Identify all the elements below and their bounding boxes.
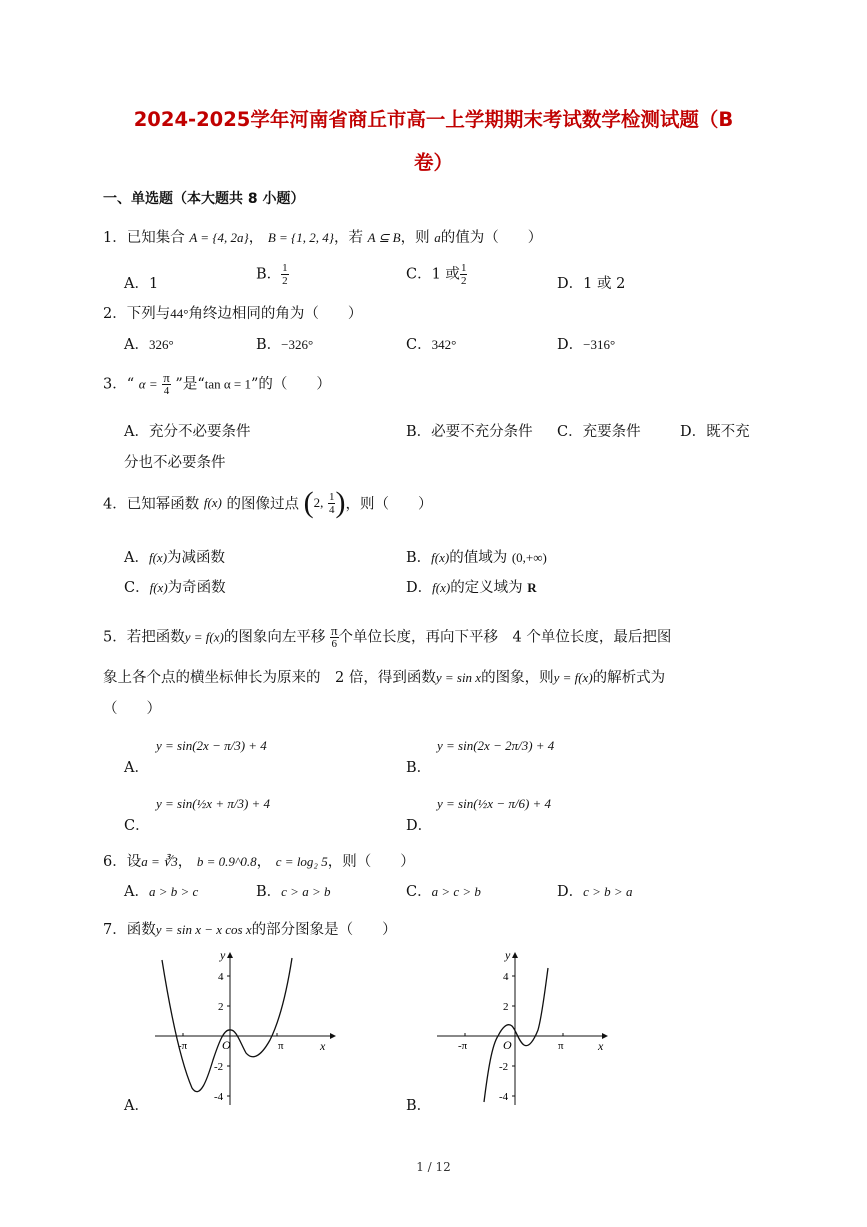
q2-option-b: B．−326° [256, 337, 314, 353]
y-arrow-icon [227, 952, 233, 958]
fraction: $\frac{\pi}{4}$ [163, 370, 170, 397]
q1-option-b: B． $\frac{1}{2}$ [256, 262, 288, 287]
curve-a [162, 958, 292, 1092]
question-2-stem: 2．下列与44°角终边相同的角为（ ） [103, 306, 363, 322]
section-heading: 一、单选题（本大题共 8 小题） [103, 191, 305, 207]
q4-option-a: A．f(x)为减函数 [124, 550, 226, 566]
question-4-stem: 4．已知幂函数 f(x) 的图像过点 (2, $\frac{1}{4}$ )，则（ ） [103, 486, 433, 519]
q7-option-b: B． [406, 1098, 432, 1114]
tick-pi: π [278, 1040, 284, 1052]
question-5-line2: 象上各个点的横坐标伸长为原来的 2 倍，得到函数y = sin x的图象，则y = f(x)的解析式为 [103, 670, 666, 686]
x-label: x [598, 1039, 604, 1053]
tick-m4: -4 [499, 1091, 509, 1103]
q3-option-d-cont: 分也不必要条件 [124, 455, 226, 471]
graph-b [432, 950, 622, 1110]
tick-neg-pi: -π [458, 1040, 468, 1052]
tick-m4: -4 [214, 1091, 224, 1103]
stem-text: 的值为（ ） [440, 230, 543, 246]
q2-option-a: A．326° [124, 337, 174, 353]
q4-option-c: C．f(x)为奇函数 [124, 580, 226, 596]
q4-option-b: B．f(x)的值域为 (0,+∞) [406, 550, 547, 566]
tick-4: 4 [503, 971, 509, 983]
stem-text: ，则 [400, 230, 430, 246]
variable: a [434, 230, 441, 245]
tick-neg-pi: -π [178, 1040, 188, 1052]
q3-option-a: A．充分不必要条件 [124, 424, 251, 440]
q2-option-d: D．−316° [557, 337, 616, 353]
tick-m2: -2 [499, 1061, 509, 1073]
curve-b [484, 968, 548, 1102]
tick-2: 2 [503, 1001, 509, 1013]
question-6-stem: 6．设a = ∛3， b = 0.9^0.8， c = log₂ 5，则（ ） [103, 854, 415, 870]
q2-option-c: C．342° [406, 337, 457, 353]
set-a: A = {4, 2a} [189, 230, 249, 245]
origin-label: O [222, 1038, 231, 1052]
y-arrow-icon [512, 952, 518, 958]
tan-expr: tan α = 1 [204, 376, 252, 392]
stem-text: ， [248, 230, 264, 246]
question-5-line3: （ ） [103, 701, 161, 717]
set-b: B = {1, 2, 4} [267, 230, 334, 245]
q1-option-c: C．1 或 $\frac{1}{2}$ [406, 262, 467, 287]
q3-option-d: D．既不充 [680, 424, 750, 440]
tick-pi: π [558, 1040, 564, 1052]
q6-option-d: D．c > b > a [557, 884, 633, 900]
y-label: y [220, 950, 226, 962]
q5-option-c-label: C． [124, 818, 150, 834]
q3-option-b: B．必要不充分条件 [406, 424, 533, 440]
q5-option-d: y = sin(½x − π/6) + 4 [437, 796, 552, 811]
q5-option-c: y = sin(½x + π/3) + 4 [156, 796, 271, 811]
fraction: $\frac{\pi}{6}$ [330, 623, 338, 650]
function-f: f(x) [203, 495, 222, 510]
document-title-line1: 2024-2025学年河南省商丘市高一上学期期末考试数学检测试题（B [133, 108, 734, 131]
angle-value: 44° [170, 306, 189, 321]
graph-a [150, 950, 340, 1110]
q1-option-a: A．1 [124, 276, 159, 292]
y-label: y [505, 950, 511, 962]
alpha-expr: α = [138, 376, 158, 392]
q5-option-b-label: B． [406, 760, 432, 776]
fraction: $\frac{1}{2}$ [460, 262, 467, 287]
q5-option-a: y = sin(2x − π/3) + 4 [156, 738, 267, 753]
x-arrow-icon [330, 1033, 336, 1039]
q6-option-a: A．a > b > c [124, 884, 199, 900]
q5-option-a-label: A． [124, 760, 149, 776]
stem-text: ，若 [333, 230, 363, 246]
origin-label: O [503, 1038, 512, 1052]
fraction: $\frac{1}{2}$ [282, 262, 288, 287]
q4-option-d: D．f(x)的定义域为 R [406, 580, 537, 596]
q1-option-d: D．1 或 2 [557, 276, 626, 292]
q6-option-b: B．c > a > b [256, 884, 331, 900]
stem-text: 已知集合 [126, 230, 185, 246]
question-1-stem [103, 226, 542, 247]
question-number: 1． [103, 230, 127, 246]
q6-option-c: C．a > c > b [406, 884, 481, 900]
page-number: 1 / 12 [416, 1160, 451, 1174]
question-5-line1: 5．若把函数y = f(x)的图象向左平移 $\frac{\pi}{6}$ 个单位长度，再向下平移 4 个单位长度，最后把图 [103, 623, 672, 650]
paren-right: ) [335, 486, 346, 519]
q7-option-a: A． [124, 1098, 149, 1114]
q5-option-d-label: D． [406, 818, 433, 834]
tick-2: 2 [218, 1001, 224, 1013]
x-label: x [320, 1039, 326, 1053]
paren-left: ( [303, 486, 314, 519]
q5-option-b: y = sin(2x − 2π/3) + 4 [437, 738, 555, 753]
fraction: $\frac{1}{4}$ [328, 490, 335, 516]
document-title-line2: 卷） [413, 151, 453, 174]
q3-option-c: C．充要条件 [557, 424, 641, 440]
subset-condition: A ⊆ B [367, 230, 401, 245]
question-7-stem: 7．函数y = sin x − x cos x的部分图象是（ ） [103, 922, 397, 938]
tick-m2: -2 [214, 1061, 224, 1073]
question-3-stem: 3．“ α = $\frac{\pi}{4}$ ”是“tan α = 1”的（ ） [103, 370, 331, 397]
tick-4: 4 [218, 971, 224, 983]
